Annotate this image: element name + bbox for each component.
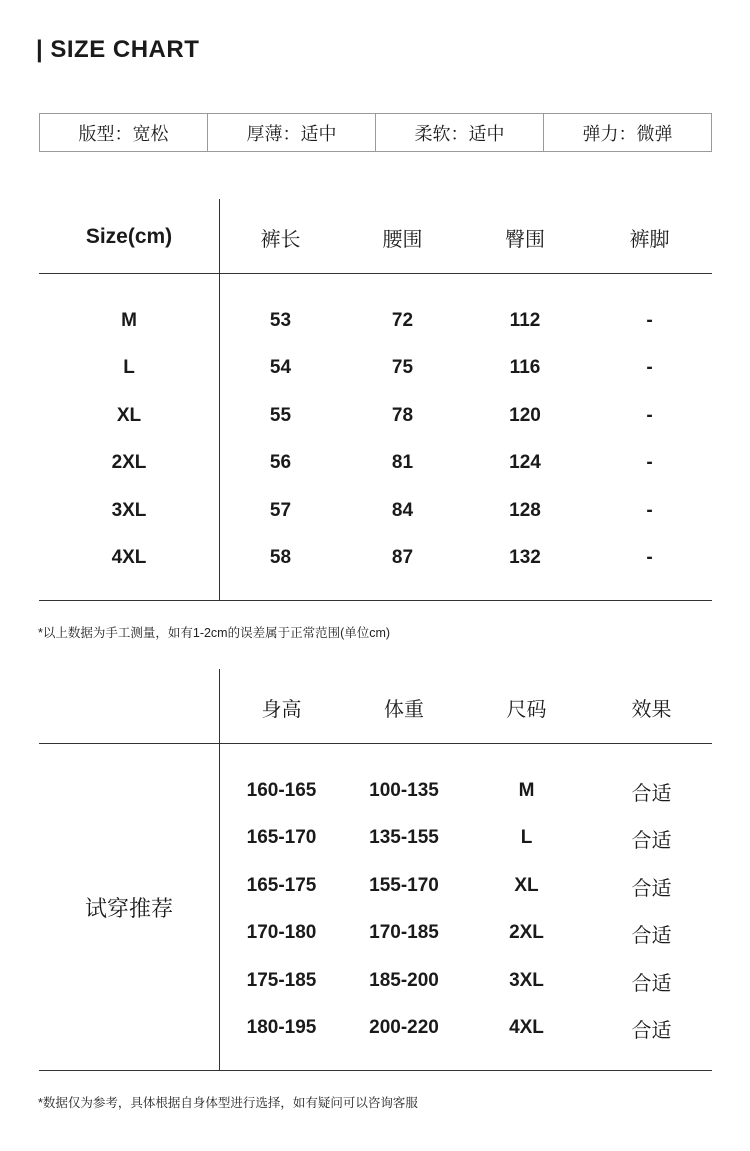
size-table-cell: - [646, 452, 653, 473]
size-table-cell: 78 [391, 405, 414, 426]
property-softness: 柔软：适中 [376, 114, 544, 151]
rec-table-cell: 160-165 [246, 780, 317, 801]
size-table-header-1: 裤长 [260, 228, 301, 251]
page-title: | SIZE CHART [36, 36, 200, 63]
size-table-cell: 2XL [111, 452, 147, 473]
size-table-header-2: 腰围 [382, 228, 423, 251]
size-table-cell: 84 [391, 500, 414, 521]
rec-table-cell: L [520, 827, 533, 848]
size-table-cell: 72 [391, 310, 414, 331]
size-table-header-line [39, 273, 712, 274]
rec-table-cell: 合适 [631, 877, 672, 900]
fit-recommendation-label: 试穿推荐 [84, 895, 173, 921]
property-elasticity: 弹力：微弹 [582, 123, 673, 144]
rec-table-cell: 135-155 [369, 827, 439, 848]
rec-table-cell: 100-135 [369, 780, 439, 801]
size-table-cell: 56 [269, 452, 292, 473]
size-table-cell: 4XL [111, 547, 147, 568]
rec-table-cell: XL [514, 875, 539, 896]
fit-recommendation-table [39, 669, 712, 1071]
size-table-cell: M [121, 310, 137, 331]
rec-table-cell: 合适 [631, 972, 672, 995]
rec-table-cell: 3XL [509, 970, 544, 991]
rec-table-header-0: 身高 [261, 698, 302, 721]
property-thickness: 厚薄：适中 [208, 114, 376, 151]
reference-note: *数据仅为参考，具体根据自身体型进行选择，如有疑问可以咨询客服 [38, 1096, 418, 1110]
size-table-cell: 3XL [111, 500, 147, 521]
size-table-cell: 124 [509, 452, 541, 473]
size-table-cell: 112 [509, 310, 541, 331]
rec-table-cell: 合适 [631, 1019, 672, 1042]
rec-table-cell: 200-220 [369, 1017, 439, 1038]
rec-table-cell: 合适 [631, 924, 672, 947]
rec-table-cell: 4XL [509, 1017, 544, 1038]
size-table-cell: - [646, 357, 653, 378]
rec-table-header-2: 尺码 [506, 698, 547, 721]
size-table-cell: 87 [391, 547, 414, 568]
rec-table-cell: 合适 [631, 829, 672, 852]
size-table [39, 199, 712, 601]
rec-table-header-3: 效果 [631, 698, 672, 721]
size-table-cell: - [646, 405, 653, 426]
size-table-cell: 75 [391, 357, 414, 378]
size-table-cell: 128 [509, 500, 541, 521]
size-table-cell: XL [116, 405, 142, 426]
size-table-header-3: 臀围 [505, 228, 545, 251]
size-table-cell: - [646, 310, 653, 331]
rec-table-cell: 155-170 [369, 875, 439, 896]
size-table-header-0: Size(cm) [85, 225, 173, 248]
fabric-properties-bar [39, 113, 712, 152]
size-table-cell: - [646, 500, 653, 521]
size-table-cell: 132 [509, 547, 541, 568]
size-table-cell: 116 [509, 357, 541, 378]
size-table-cell: 81 [391, 452, 414, 473]
size-table-cell: - [646, 547, 653, 568]
size-table-cell: 58 [269, 547, 292, 568]
size-table-cell: 55 [269, 405, 292, 426]
rec-table-cell: 2XL [509, 922, 544, 943]
size-table-cell: L [123, 357, 135, 378]
rec-table-cell: 185-200 [369, 970, 439, 991]
size-table-cell: 54 [269, 357, 292, 378]
size-table-bottom-line [39, 600, 712, 601]
rec-table-cell: 180-195 [246, 1017, 317, 1038]
rec-table-cell: 170-185 [369, 922, 439, 943]
rec-table-bottom-line [39, 1070, 712, 1071]
size-table-cell: 57 [269, 500, 292, 521]
property-fit: 版型：宽松 [40, 114, 208, 151]
measurement-note: *以上数据为手工测量，如有1-2cm的误差属于正常范围(单位cm) [38, 626, 391, 640]
rec-table-cell: 170-180 [246, 922, 317, 943]
rec-table-cell: 165-175 [246, 875, 317, 896]
rec-table-header-1: 体重 [384, 698, 424, 721]
size-table-cell: 53 [269, 310, 292, 331]
rec-table-cell: 165-170 [246, 827, 317, 848]
rec-table-cell: M [518, 780, 535, 801]
rec-table-cell: 175-185 [246, 970, 317, 991]
rec-table-cell: 合适 [631, 782, 672, 805]
size-table-cell: 120 [509, 405, 541, 426]
size-table-header-4: 裤脚 [629, 228, 670, 251]
